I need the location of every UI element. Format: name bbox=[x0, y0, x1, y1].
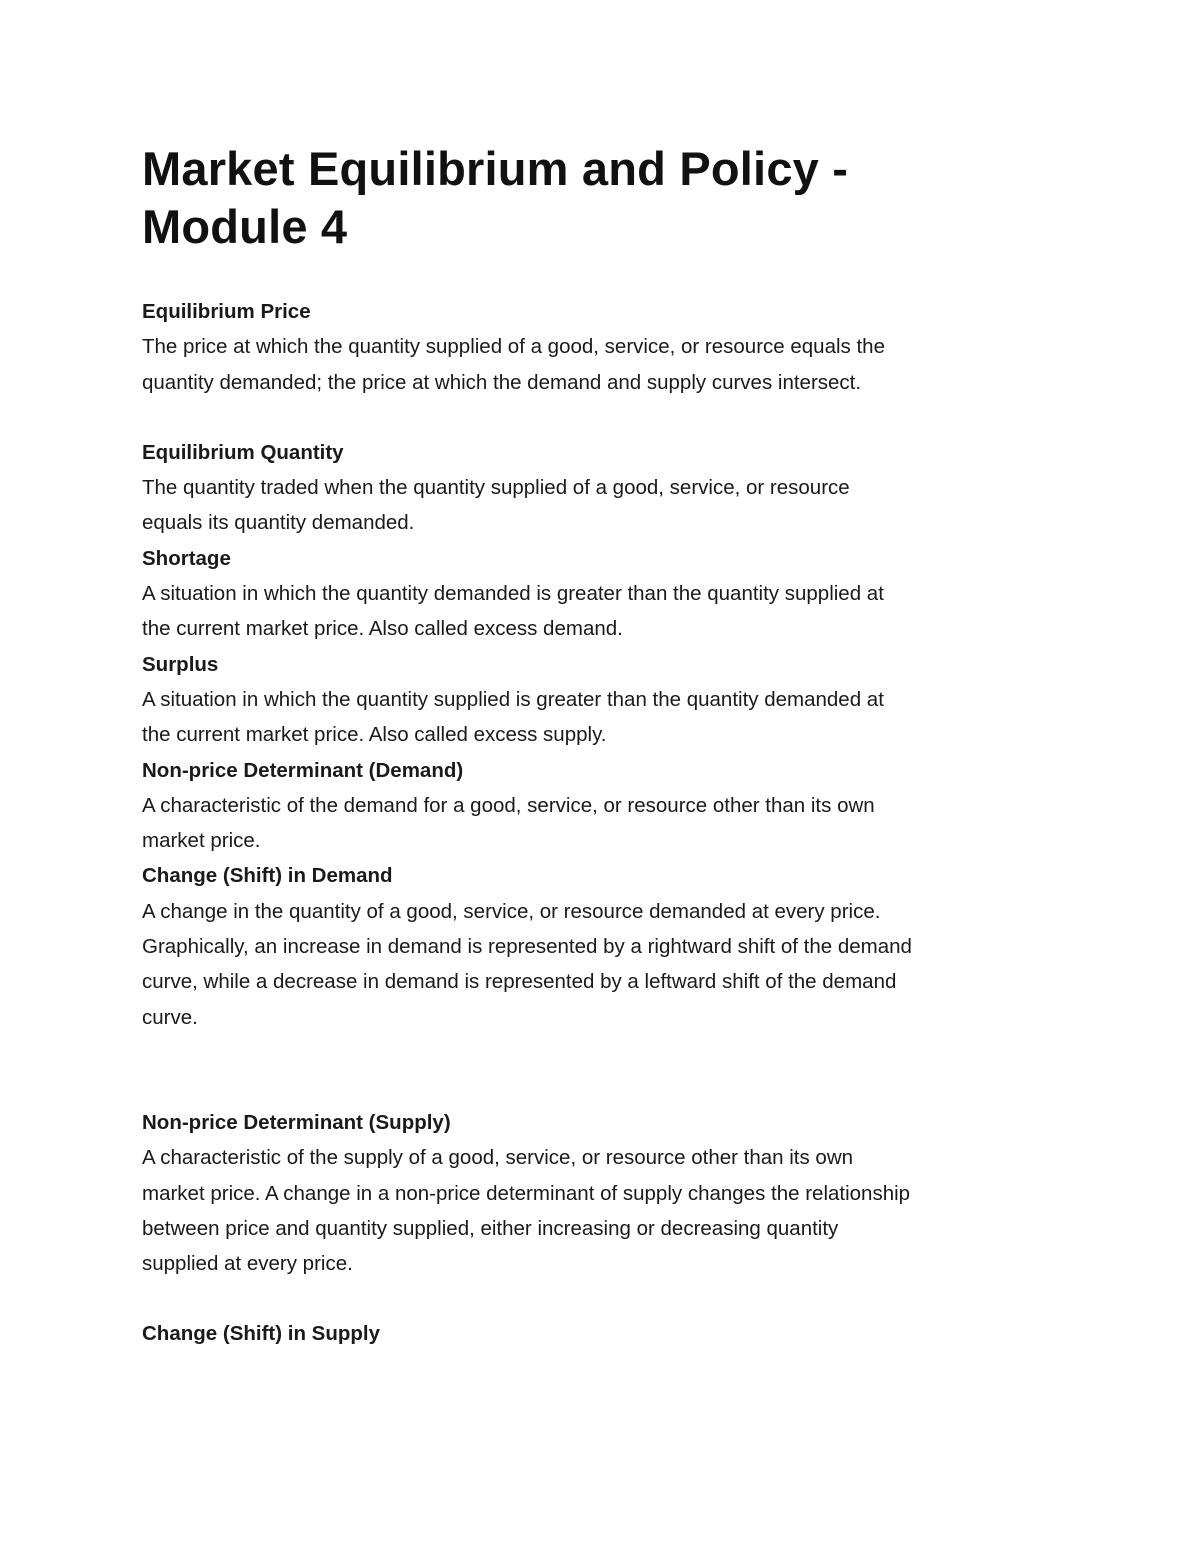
term-definition: The quantity traded when the quantity supplied of a good, service, or resource equals its quantity demanded. bbox=[142, 476, 850, 535]
spacer bbox=[142, 1281, 912, 1316]
document-title: Market Equilibrium and Policy - Module 4 bbox=[142, 142, 849, 253]
glossary-entry-non-price-determinant-supply bbox=[142, 1105, 912, 1281]
term-definition: A characteristic of the supply of a good, service, or resource other than its own market price. A change in a non-price determinant of supply changes the relationship between price and quantity supplied, either increasing or decreasing quantity supplied at every price. bbox=[142, 1146, 911, 1276]
glossary-entry-equilibrium-quantity bbox=[142, 435, 912, 541]
glossary-entry-change-in-demand bbox=[142, 858, 912, 1034]
glossary-entry-non-price-determinant-demand bbox=[142, 753, 912, 859]
glossary-entry-change-in-supply bbox=[142, 1316, 912, 1351]
term-heading: Non-price Determinant (Supply) bbox=[142, 1110, 451, 1134]
term-heading: Change (Shift) in Demand bbox=[142, 864, 393, 888]
term-heading: Non-price Determinant (Demand) bbox=[142, 758, 464, 782]
term-definition: A characteristic of the demand for a good, service, or resource other than its own market price. bbox=[142, 793, 875, 853]
term-definition: A situation in which the quantity demanded is greater than the quantity supplied at the current market price. Also called excess demand. bbox=[142, 582, 884, 641]
spacer bbox=[142, 400, 912, 435]
term-heading: Equilibrium Quantity bbox=[142, 440, 344, 464]
glossary-entry-equilibrium-price bbox=[142, 294, 912, 400]
document-page bbox=[142, 140, 912, 1352]
term-definition: The price at which the quantity supplied of a good, service, or resource equals the quantity demanded; the price at which the demand and supply curves intersect. bbox=[142, 335, 885, 394]
term-heading: Change (Shift) in Supply bbox=[142, 1322, 381, 1346]
term-heading: Shortage bbox=[142, 546, 231, 570]
term-heading: Equilibrium Price bbox=[142, 300, 311, 323]
spacer bbox=[142, 1035, 912, 1105]
term-heading: Surplus bbox=[142, 652, 219, 676]
glossary-entry-surplus bbox=[142, 647, 912, 753]
glossary-list bbox=[142, 294, 912, 1352]
glossary-entry-shortage bbox=[142, 541, 912, 647]
term-definition: A situation in which the quantity supplied is greater than the quantity demanded at the current market price. Also called excess supply. bbox=[142, 687, 884, 747]
term-definition: A change in the quantity of a good, service, or resource demanded at every price. Graphically, an increase in demand is represented by a rightward shift of the demand curve, while a decrease in demand is represented by a leftward shift of the demand curve. bbox=[142, 899, 912, 1029]
